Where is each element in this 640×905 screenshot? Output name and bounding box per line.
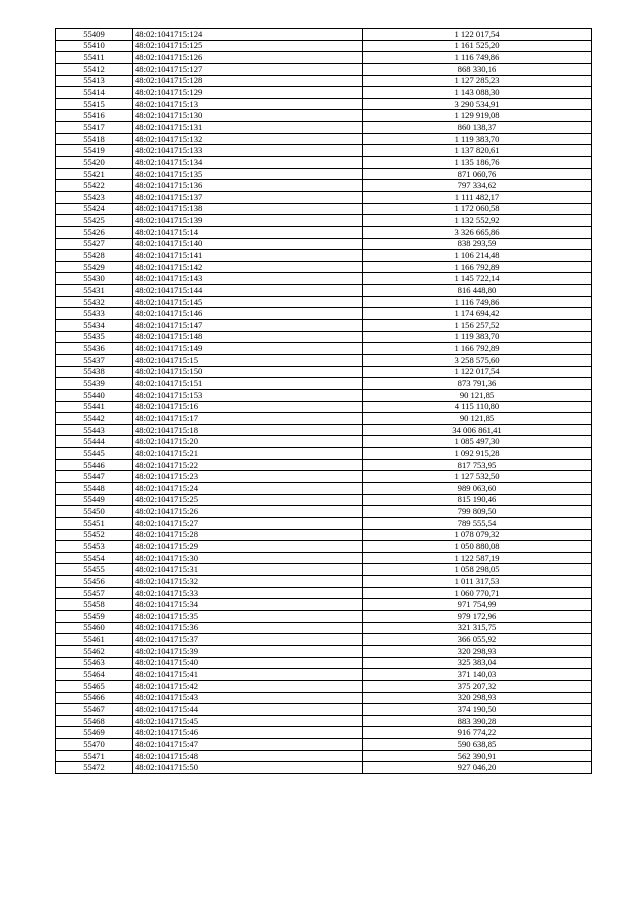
table-row xyxy=(56,75,592,87)
cadastral-value-cell: 562 390,91 xyxy=(363,750,592,762)
cadastral-value-cell: 1 119 383,70 xyxy=(363,331,592,343)
cadastral-value-cell: 1 119 383,70 xyxy=(363,133,592,145)
cadastral-value-cell: 1 166 792,89 xyxy=(363,343,592,355)
cadastral-number-cell: 48:02:1041715:144 xyxy=(133,285,363,297)
row-number-cell: 55423 xyxy=(56,191,133,203)
table-row xyxy=(56,471,592,483)
cadastral-value-cell: 1 127 285,23 xyxy=(363,75,592,87)
row-number-cell: 55452 xyxy=(56,529,133,541)
cadastral-value-cell: 817 753,95 xyxy=(363,459,592,471)
cadastral-number-cell: 48:02:1041715:24 xyxy=(133,482,363,494)
table-row xyxy=(56,564,592,576)
row-number-cell: 55442 xyxy=(56,413,133,425)
table-row xyxy=(56,750,592,762)
table-row xyxy=(56,739,592,751)
cadastral-value-cell: 1 106 214,48 xyxy=(363,250,592,262)
cadastral-number-cell: 48:02:1041715:21 xyxy=(133,448,363,460)
cadastral-number-cell: 48:02:1041715:17 xyxy=(133,413,363,425)
cadastral-value-cell: 325 383,04 xyxy=(363,657,592,669)
cadastral-number-cell: 48:02:1041715:18 xyxy=(133,424,363,436)
cadastral-number-cell: 48:02:1041715:131 xyxy=(133,122,363,134)
cadastral-value-cell: 799 809,50 xyxy=(363,506,592,518)
cadastral-number-cell: 48:02:1041715:23 xyxy=(133,471,363,483)
table-row xyxy=(56,436,592,448)
table-row xyxy=(56,494,592,506)
cadastral-value-cell: 371 140,03 xyxy=(363,669,592,681)
row-number-cell: 55451 xyxy=(56,517,133,529)
table-row xyxy=(56,599,592,611)
table-row xyxy=(56,63,592,75)
row-number-cell: 55417 xyxy=(56,122,133,134)
cadastral-value-cell: 3 258 575,60 xyxy=(363,354,592,366)
table-row xyxy=(56,715,592,727)
row-number-cell: 55466 xyxy=(56,692,133,704)
row-number-cell: 55469 xyxy=(56,727,133,739)
table-row xyxy=(56,52,592,64)
row-number-cell: 55465 xyxy=(56,680,133,692)
cadastral-number-cell: 48:02:1041715:137 xyxy=(133,191,363,203)
cadastral-number-cell: 48:02:1041715:124 xyxy=(133,29,363,41)
cadastral-value-cell: 1 143 088,30 xyxy=(363,87,592,99)
row-number-cell: 55457 xyxy=(56,587,133,599)
cadastral-value-cell: 927 046,20 xyxy=(363,762,592,774)
cadastral-value-cell: 1 161 525,20 xyxy=(363,40,592,52)
row-number-cell: 55432 xyxy=(56,296,133,308)
table-row xyxy=(56,226,592,238)
cadastral-value-cell: 1 172 060,58 xyxy=(363,203,592,215)
cadastral-number-cell: 48:02:1041715:132 xyxy=(133,133,363,145)
row-number-cell: 55420 xyxy=(56,157,133,169)
cadastral-value-cell: 838 293,59 xyxy=(363,238,592,250)
cadastral-value-table xyxy=(55,28,592,774)
table-row xyxy=(56,40,592,52)
row-number-cell: 55441 xyxy=(56,401,133,413)
table-row xyxy=(56,250,592,262)
row-number-cell: 55459 xyxy=(56,611,133,623)
table-row xyxy=(56,576,592,588)
row-number-cell: 55433 xyxy=(56,308,133,320)
table-row xyxy=(56,517,592,529)
table-row xyxy=(56,343,592,355)
table-row xyxy=(56,180,592,192)
cadastral-number-cell: 48:02:1041715:50 xyxy=(133,762,363,774)
cadastral-number-cell: 48:02:1041715:129 xyxy=(133,87,363,99)
row-number-cell: 55453 xyxy=(56,541,133,553)
cadastral-value-cell: 1 166 792,89 xyxy=(363,261,592,273)
cadastral-number-cell: 48:02:1041715:146 xyxy=(133,308,363,320)
table-body xyxy=(56,29,592,774)
table-row xyxy=(56,215,592,227)
cadastral-number-cell: 48:02:1041715:27 xyxy=(133,517,363,529)
table-row xyxy=(56,191,592,203)
table-row xyxy=(56,657,592,669)
cadastral-value-cell: 320 298,93 xyxy=(363,692,592,704)
cadastral-number-cell: 48:02:1041715:29 xyxy=(133,541,363,553)
cadastral-number-cell: 48:02:1041715:143 xyxy=(133,273,363,285)
table-row xyxy=(56,331,592,343)
cadastral-number-cell: 48:02:1041715:48 xyxy=(133,750,363,762)
row-number-cell: 55456 xyxy=(56,576,133,588)
table-row xyxy=(56,261,592,273)
table-row xyxy=(56,401,592,413)
row-number-cell: 55425 xyxy=(56,215,133,227)
row-number-cell: 55445 xyxy=(56,448,133,460)
cadastral-number-cell: 48:02:1041715:22 xyxy=(133,459,363,471)
cadastral-value-cell: 1 085 497,30 xyxy=(363,436,592,448)
table-row xyxy=(56,622,592,634)
cadastral-number-cell: 48:02:1041715:148 xyxy=(133,331,363,343)
table-row xyxy=(56,704,592,716)
cadastral-value-cell: 1 127 532,50 xyxy=(363,471,592,483)
row-number-cell: 55448 xyxy=(56,482,133,494)
row-number-cell: 55444 xyxy=(56,436,133,448)
cadastral-number-cell: 48:02:1041715:134 xyxy=(133,157,363,169)
table-row xyxy=(56,552,592,564)
cadastral-value-cell: 1 011 317,53 xyxy=(363,576,592,588)
cadastral-value-cell: 1 111 482,17 xyxy=(363,191,592,203)
cadastral-number-cell: 48:02:1041715:14 xyxy=(133,226,363,238)
cadastral-number-cell: 48:02:1041715:20 xyxy=(133,436,363,448)
row-number-cell: 55472 xyxy=(56,762,133,774)
row-number-cell: 55429 xyxy=(56,261,133,273)
cadastral-value-cell: 1 122 587,19 xyxy=(363,552,592,564)
cadastral-number-cell: 48:02:1041715:141 xyxy=(133,250,363,262)
cadastral-value-cell: 1 145 722,14 xyxy=(363,273,592,285)
cadastral-number-cell: 48:02:1041715:34 xyxy=(133,599,363,611)
cadastral-value-cell: 979 172,96 xyxy=(363,611,592,623)
cadastral-number-cell: 48:02:1041715:28 xyxy=(133,529,363,541)
cadastral-number-cell: 48:02:1041715:147 xyxy=(133,320,363,332)
cadastral-number-cell: 48:02:1041715:36 xyxy=(133,622,363,634)
row-number-cell: 55428 xyxy=(56,250,133,262)
row-number-cell: 55436 xyxy=(56,343,133,355)
table-row xyxy=(56,87,592,99)
table-row xyxy=(56,320,592,332)
table-row xyxy=(56,541,592,553)
cadastral-value-cell: 1 122 017,54 xyxy=(363,29,592,41)
cadastral-number-cell: 48:02:1041715:40 xyxy=(133,657,363,669)
row-number-cell: 55443 xyxy=(56,424,133,436)
table-row xyxy=(56,354,592,366)
row-number-cell: 55446 xyxy=(56,459,133,471)
cadastral-value-cell: 789 555,54 xyxy=(363,517,592,529)
cadastral-number-cell: 48:02:1041715:126 xyxy=(133,52,363,64)
row-number-cell: 55415 xyxy=(56,98,133,110)
cadastral-number-cell: 48:02:1041715:39 xyxy=(133,645,363,657)
cadastral-number-cell: 48:02:1041715:145 xyxy=(133,296,363,308)
cadastral-number-cell: 48:02:1041715:25 xyxy=(133,494,363,506)
table-row xyxy=(56,308,592,320)
cadastral-value-cell: 1 174 694,42 xyxy=(363,308,592,320)
cadastral-value-cell: 873 791,36 xyxy=(363,378,592,390)
cadastral-value-cell: 1 132 552,92 xyxy=(363,215,592,227)
row-number-cell: 55413 xyxy=(56,75,133,87)
cadastral-number-cell: 48:02:1041715:47 xyxy=(133,739,363,751)
row-number-cell: 55437 xyxy=(56,354,133,366)
cadastral-value-cell: 816 448,80 xyxy=(363,285,592,297)
cadastral-value-cell: 4 115 110,80 xyxy=(363,401,592,413)
cadastral-value-cell: 989 063,60 xyxy=(363,482,592,494)
table-row xyxy=(56,145,592,157)
cadastral-value-cell: 3 326 665,86 xyxy=(363,226,592,238)
cadastral-number-cell: 48:02:1041715:15 xyxy=(133,354,363,366)
table-row xyxy=(56,762,592,774)
cadastral-value-cell: 971 754,99 xyxy=(363,599,592,611)
table-row xyxy=(56,448,592,460)
cadastral-number-cell: 48:02:1041715:42 xyxy=(133,680,363,692)
table-row xyxy=(56,285,592,297)
cadastral-value-cell: 366 055,92 xyxy=(363,634,592,646)
row-number-cell: 55409 xyxy=(56,29,133,41)
cadastral-number-cell: 48:02:1041715:32 xyxy=(133,576,363,588)
row-number-cell: 55439 xyxy=(56,378,133,390)
table-row xyxy=(56,389,592,401)
cadastral-value-cell: 1 050 880,08 xyxy=(363,541,592,553)
cadastral-number-cell: 48:02:1041715:45 xyxy=(133,715,363,727)
table-row xyxy=(56,413,592,425)
row-number-cell: 55427 xyxy=(56,238,133,250)
cadastral-number-cell: 48:02:1041715:30 xyxy=(133,552,363,564)
table-row xyxy=(56,168,592,180)
cadastral-value-cell: 797 334,62 xyxy=(363,180,592,192)
cadastral-number-cell: 48:02:1041715:138 xyxy=(133,203,363,215)
row-number-cell: 55418 xyxy=(56,133,133,145)
cadastral-number-cell: 48:02:1041715:149 xyxy=(133,343,363,355)
table-row xyxy=(56,506,592,518)
cadastral-number-cell: 48:02:1041715:44 xyxy=(133,704,363,716)
cadastral-number-cell: 48:02:1041715:43 xyxy=(133,692,363,704)
cadastral-number-cell: 48:02:1041715:46 xyxy=(133,727,363,739)
cadastral-value-cell: 34 006 861,41 xyxy=(363,424,592,436)
table-row xyxy=(56,157,592,169)
cadastral-value-cell: 320 298,93 xyxy=(363,645,592,657)
table-row xyxy=(56,366,592,378)
table-row xyxy=(56,122,592,134)
row-number-cell: 55460 xyxy=(56,622,133,634)
row-number-cell: 55440 xyxy=(56,389,133,401)
row-number-cell: 55416 xyxy=(56,110,133,122)
cadastral-number-cell: 48:02:1041715:151 xyxy=(133,378,363,390)
table-row xyxy=(56,29,592,41)
cadastral-value-cell: 871 060,76 xyxy=(363,168,592,180)
cadastral-number-cell: 48:02:1041715:35 xyxy=(133,611,363,623)
table-row xyxy=(56,692,592,704)
table-row xyxy=(56,482,592,494)
row-number-cell: 55471 xyxy=(56,750,133,762)
table-row xyxy=(56,669,592,681)
row-number-cell: 55458 xyxy=(56,599,133,611)
cadastral-number-cell: 48:02:1041715:133 xyxy=(133,145,363,157)
row-number-cell: 55412 xyxy=(56,63,133,75)
cadastral-value-cell: 590 638,85 xyxy=(363,739,592,751)
row-number-cell: 55455 xyxy=(56,564,133,576)
cadastral-number-cell: 48:02:1041715:136 xyxy=(133,180,363,192)
row-number-cell: 55438 xyxy=(56,366,133,378)
cadastral-number-cell: 48:02:1041715:139 xyxy=(133,215,363,227)
table-row xyxy=(56,98,592,110)
row-number-cell: 55419 xyxy=(56,145,133,157)
cadastral-value-cell: 860 138,37 xyxy=(363,122,592,134)
row-number-cell: 55463 xyxy=(56,657,133,669)
row-number-cell: 55464 xyxy=(56,669,133,681)
cadastral-value-cell: 1 116 749,86 xyxy=(363,296,592,308)
row-number-cell: 55470 xyxy=(56,739,133,751)
cadastral-number-cell: 48:02:1041715:135 xyxy=(133,168,363,180)
table-row xyxy=(56,296,592,308)
cadastral-value-cell: 1 058 298,05 xyxy=(363,564,592,576)
cadastral-value-cell: 1 129 919,08 xyxy=(363,110,592,122)
cadastral-value-cell: 1 137 820,61 xyxy=(363,145,592,157)
cadastral-value-cell: 1 078 079,32 xyxy=(363,529,592,541)
cadastral-number-cell: 48:02:1041715:16 xyxy=(133,401,363,413)
cadastral-value-cell: 868 330,16 xyxy=(363,63,592,75)
cadastral-number-cell: 48:02:1041715:37 xyxy=(133,634,363,646)
cadastral-number-cell: 48:02:1041715:153 xyxy=(133,389,363,401)
table-row xyxy=(56,529,592,541)
cadastral-value-cell: 321 315,75 xyxy=(363,622,592,634)
table-row xyxy=(56,680,592,692)
row-number-cell: 55434 xyxy=(56,320,133,332)
row-number-cell: 55414 xyxy=(56,87,133,99)
row-number-cell: 55421 xyxy=(56,168,133,180)
cadastral-number-cell: 48:02:1041715:13 xyxy=(133,98,363,110)
cadastral-value-cell: 374 190,50 xyxy=(363,704,592,716)
row-number-cell: 55411 xyxy=(56,52,133,64)
cadastral-value-cell: 90 121,85 xyxy=(363,389,592,401)
cadastral-number-cell: 48:02:1041715:31 xyxy=(133,564,363,576)
cadastral-number-cell: 48:02:1041715:128 xyxy=(133,75,363,87)
cadastral-number-cell: 48:02:1041715:26 xyxy=(133,506,363,518)
cadastral-value-cell: 1 156 257,52 xyxy=(363,320,592,332)
cadastral-value-cell: 375 207,32 xyxy=(363,680,592,692)
row-number-cell: 55426 xyxy=(56,226,133,238)
cadastral-number-cell: 48:02:1041715:150 xyxy=(133,366,363,378)
table-row xyxy=(56,459,592,471)
cadastral-value-cell: 815 190,46 xyxy=(363,494,592,506)
table-row xyxy=(56,611,592,623)
cadastral-value-cell: 1 060 770,71 xyxy=(363,587,592,599)
cadastral-value-cell: 1 122 017,54 xyxy=(363,366,592,378)
table-row xyxy=(56,238,592,250)
table-row xyxy=(56,645,592,657)
row-number-cell: 55435 xyxy=(56,331,133,343)
row-number-cell: 55410 xyxy=(56,40,133,52)
table-row xyxy=(56,110,592,122)
cadastral-number-cell: 48:02:1041715:130 xyxy=(133,110,363,122)
row-number-cell: 55422 xyxy=(56,180,133,192)
cadastral-number-cell: 48:02:1041715:127 xyxy=(133,63,363,75)
row-number-cell: 55468 xyxy=(56,715,133,727)
cadastral-value-cell: 1 135 186,76 xyxy=(363,157,592,169)
cadastral-value-cell: 1 092 915,28 xyxy=(363,448,592,460)
row-number-cell: 55449 xyxy=(56,494,133,506)
row-number-cell: 55424 xyxy=(56,203,133,215)
table-row xyxy=(56,273,592,285)
table-row xyxy=(56,424,592,436)
table-row xyxy=(56,587,592,599)
cadastral-value-cell: 916 774,22 xyxy=(363,727,592,739)
row-number-cell: 55462 xyxy=(56,645,133,657)
table-row xyxy=(56,378,592,390)
cadastral-number-cell: 48:02:1041715:41 xyxy=(133,669,363,681)
table-row xyxy=(56,203,592,215)
row-number-cell: 55461 xyxy=(56,634,133,646)
row-number-cell: 55467 xyxy=(56,704,133,716)
cadastral-value-cell: 90 121,85 xyxy=(363,413,592,425)
cadastral-number-cell: 48:02:1041715:125 xyxy=(133,40,363,52)
table-row xyxy=(56,727,592,739)
row-number-cell: 55447 xyxy=(56,471,133,483)
cadastral-value-cell: 883 390,28 xyxy=(363,715,592,727)
cadastral-number-cell: 48:02:1041715:142 xyxy=(133,261,363,273)
row-number-cell: 55454 xyxy=(56,552,133,564)
row-number-cell: 55430 xyxy=(56,273,133,285)
cadastral-value-cell: 1 116 749,86 xyxy=(363,52,592,64)
cadastral-number-cell: 48:02:1041715:140 xyxy=(133,238,363,250)
table-row xyxy=(56,133,592,145)
cadastral-number-cell: 48:02:1041715:33 xyxy=(133,587,363,599)
row-number-cell: 55431 xyxy=(56,285,133,297)
row-number-cell: 55450 xyxy=(56,506,133,518)
cadastral-value-cell: 3 290 534,91 xyxy=(363,98,592,110)
table-row xyxy=(56,634,592,646)
